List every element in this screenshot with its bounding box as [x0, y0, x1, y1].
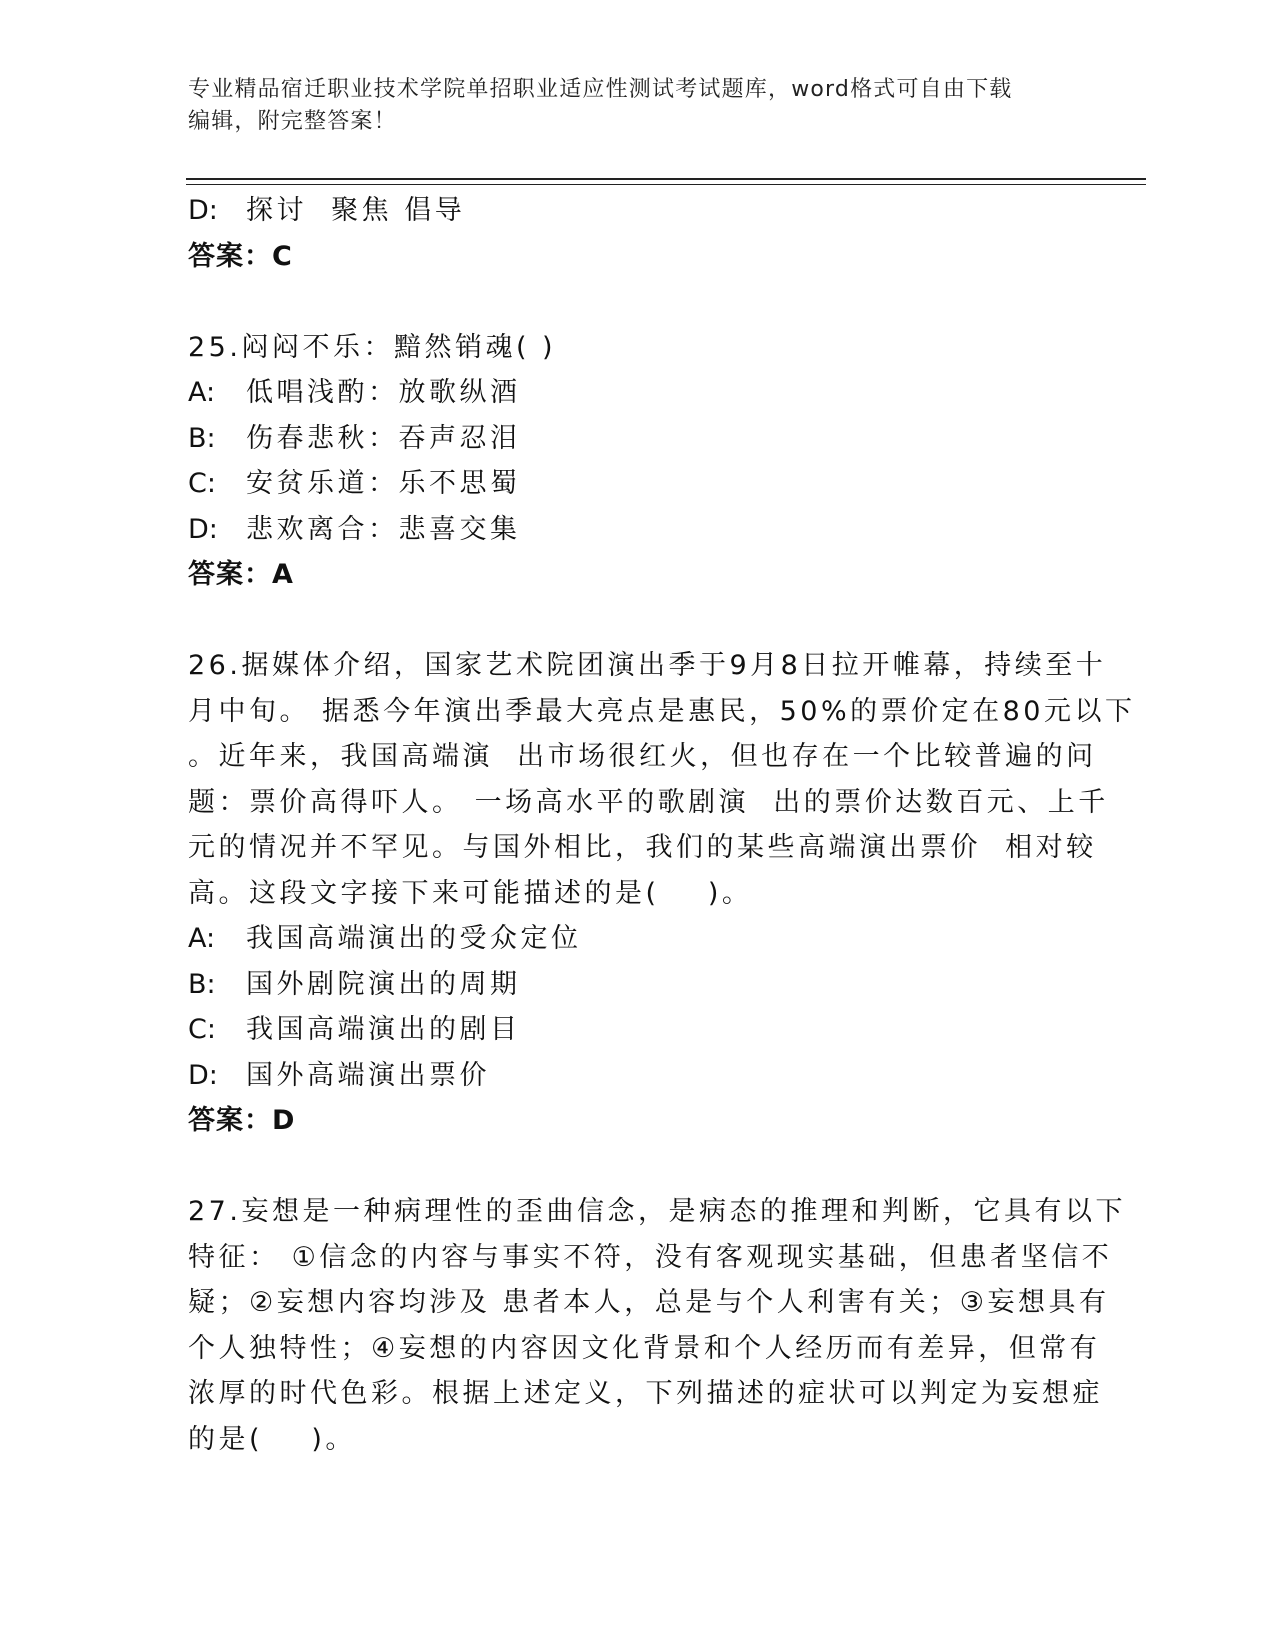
header-line-1: 专业精品宿迁职业技术学院单招职业适应性测试考试题库，word格式可自由下载 [188, 77, 1013, 102]
option-key: D: [188, 1059, 218, 1091]
header-rule-thick [186, 178, 1146, 180]
question-26-line: 元的情况并不罕见。与国外相比，我们的某些高端演出票价 相对较 [188, 832, 1097, 863]
option-key: A: [188, 377, 216, 408]
option-key: B: [188, 968, 216, 1000]
answer-label: 答案：A [188, 559, 294, 590]
question-27-line: 疑；②妄想内容均涉及 患者本人，总是与个人利害有关；③妄想具有 [188, 1287, 1110, 1318]
option-d [188, 188, 1088, 234]
option-key: D: [188, 195, 218, 226]
spacer [188, 279, 1088, 325]
option-text: 伤春悲秋：吞声忍泪 [246, 422, 521, 454]
option-key: D: [188, 513, 218, 545]
question-27-line: 27.妄想是一种病理性的歪曲信念，是病态的推理和判断，它具有以下 [188, 1196, 1126, 1227]
option-text: 低唱浅酌：放歌纵酒 [246, 377, 521, 408]
question-27-line: 的是( )。 [188, 1423, 356, 1455]
question-26-line: 高。这段文字接下来可能描述的是( )。 [188, 877, 753, 909]
option-a [188, 370, 1088, 416]
option-text: 安贫乐道：乐不思蜀 [246, 468, 521, 499]
header-line-2: 编辑，附完整答案！ [188, 109, 397, 134]
option-key: A: [188, 923, 216, 954]
option-text: 国外剧院演出的周期 [246, 968, 521, 1000]
question-26-line: 题：票价高得吓人。 一场高水平的歌剧演 出的票价达数百元、上千 [188, 786, 1109, 818]
option-a [188, 916, 1088, 962]
option-key: C: [188, 468, 216, 499]
question-26-line: 月中旬。 据悉今年演出季最大亮点是惠民，50%的票价定在80元以下 [188, 695, 1136, 727]
question-25-stem: 25.闷闷不乐：黯然销魂( ) [188, 331, 557, 363]
option-text: 我国高端演出的剧目 [246, 1014, 521, 1045]
spacer [188, 598, 1088, 644]
header-rule-thin [186, 184, 1146, 185]
option-text: 我国高端演出的受众定位 [246, 923, 582, 954]
question-27-line: 特征： ①信念的内容与事实不符，没有客观现实基础，但患者坚信不 [188, 1241, 1113, 1273]
option-key: C: [188, 1014, 216, 1045]
question-27-line: 个人独特性；④妄想的内容因文化背景和个人经历而有差异，但常有 [188, 1332, 1101, 1364]
question-26-line: 。近年来，我国高端演 出市场很红火，但也存在一个比较普遍的问 [188, 741, 1097, 772]
option-text: 悲欢离合：悲喜交集 [246, 513, 521, 545]
option-c [188, 1007, 1088, 1053]
document-body [188, 188, 1136, 1462]
question-27-line: 浓厚的时代色彩。根据上述定义，下列描述的症状可以判定为妄想症 [188, 1378, 1103, 1409]
option-d [188, 507, 1088, 553]
option-d [188, 1053, 1088, 1099]
option-b [188, 416, 1088, 462]
option-key: B: [188, 422, 216, 454]
option-b [188, 962, 1088, 1008]
answer-label: 答案：C [188, 240, 293, 272]
answer-label: 答案：D [188, 1105, 296, 1136]
option-text: 国外高端演出票价 [246, 1059, 490, 1091]
option-text: 探讨 聚焦 倡导 [246, 195, 466, 226]
question-26-line: 26.据媒体介绍，国家艺术院团演出季于9月8日拉开帷幕，持续至十 [188, 650, 1107, 681]
option-c [188, 461, 1088, 507]
spacer [188, 1144, 1088, 1190]
page-header [188, 74, 1068, 138]
